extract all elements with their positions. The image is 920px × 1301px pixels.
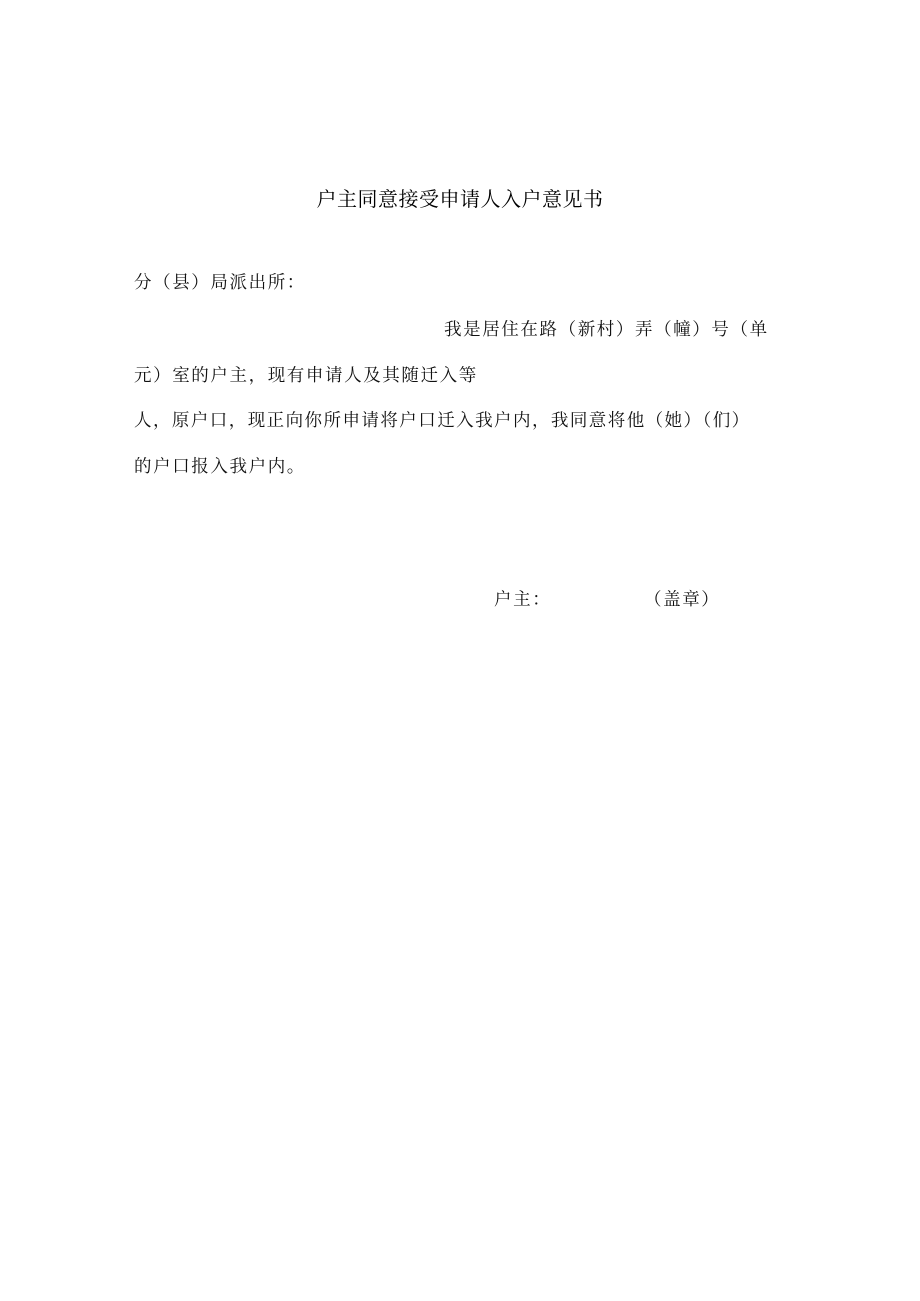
body-line-2: 元）室的户主，现有申请人及其随迁入等 <box>134 366 478 386</box>
body-line-4: 的户口报入我户内。 <box>134 457 306 477</box>
addressee-line: 分（县）局派出所： <box>134 273 306 293</box>
body-line-1: 我是居住在路（新村）弄（幢）号（单 <box>444 320 769 340</box>
seal-placeholder: （盖章） <box>644 590 721 610</box>
document-title: 户主同意接受申请人入户意见书 <box>316 187 604 211</box>
body-line-3: 人，原户口，现正向你所申请将户口迁入我户内，我同意将他（她）（们） <box>134 411 751 431</box>
householder-signature-label: 户主： <box>494 590 552 610</box>
